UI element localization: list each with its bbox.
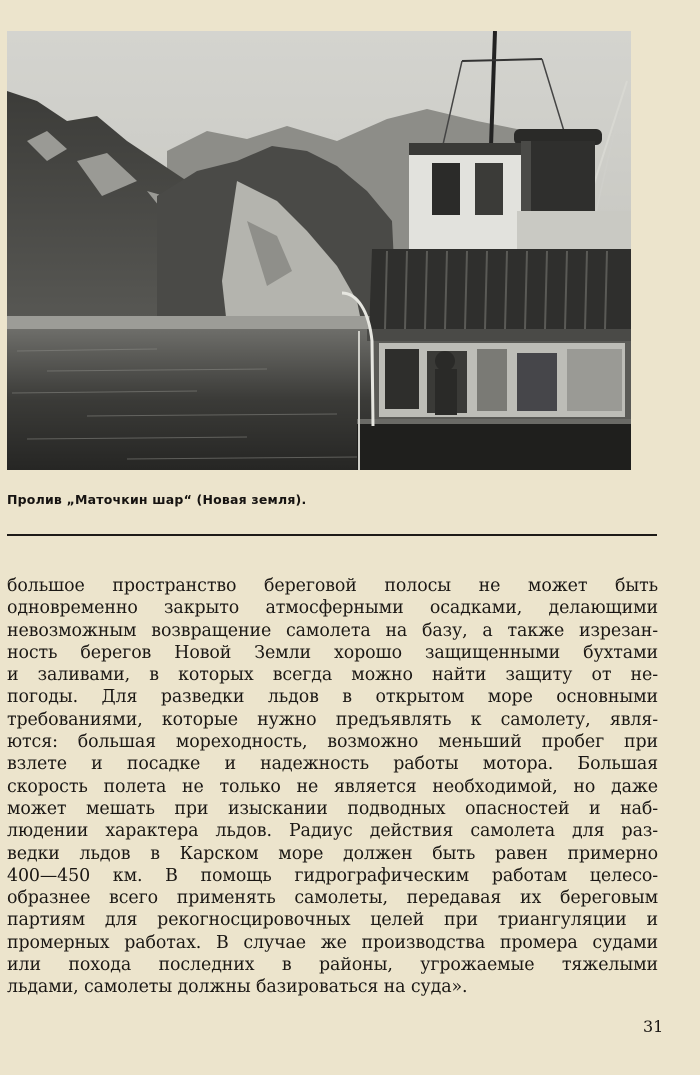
text-line: промерных работах. В случае же производства промера судами <box>7 932 658 953</box>
text-line: и заливами, в которых всегда можно найти защиту от не- <box>7 665 658 686</box>
body-paragraph <box>7 575 658 999</box>
separator-rule <box>7 534 657 536</box>
text-line: людении характера льдов. Радиус действия самолета для раз- <box>7 821 658 842</box>
text-line: скорость полета не только не является необходимой, но даже <box>7 776 658 797</box>
text-line: ведки льдов в Карском море должен быть равен примерно <box>7 843 658 864</box>
text-line: одновременно закрыто атмосферными осадками, делающими <box>7 598 658 619</box>
photo-illustration <box>7 31 631 470</box>
text-line: большое пространство береговой полосы не может быть <box>7 576 658 596</box>
text-line: ются: большая мореходность, возможно меньший пробег при <box>7 732 658 753</box>
photograph-strait <box>7 31 631 470</box>
photo-caption: Пролив „Маточкин шар“ (Новая земля). <box>7 492 307 507</box>
text-line: или похода последних в районы, угрожаемые тяжелыми <box>7 955 658 976</box>
text-line: требованиями, которые нужно предъявлять к самолету, явля- <box>7 709 658 730</box>
page-number: 31 <box>643 1017 664 1036</box>
text-line: образнее всего применять самолеты, передавая их береговым <box>7 888 658 909</box>
text-line: льдами, самолеты должны базироваться на суда». <box>7 977 468 998</box>
text-line: невозможным возвращение самолета на базу, а также изрезан- <box>7 620 658 641</box>
text-line: погоды. Для разведки льдов в открытом море основными <box>7 687 658 708</box>
text-line: взлете и посадке и надежность работы мотора. Большая <box>7 754 658 775</box>
text-line: может мешать при изыскании подводных опасностей и наб- <box>7 798 658 819</box>
text-line: партиям для рекогносцировочных целей при триангуляции и <box>7 910 658 931</box>
text-line: 400—450 км. В помощь гидрографическим работам целесо- <box>7 865 658 886</box>
text-line: ность берегов Новой Земли хорошо защищенными бухтами <box>7 642 658 663</box>
